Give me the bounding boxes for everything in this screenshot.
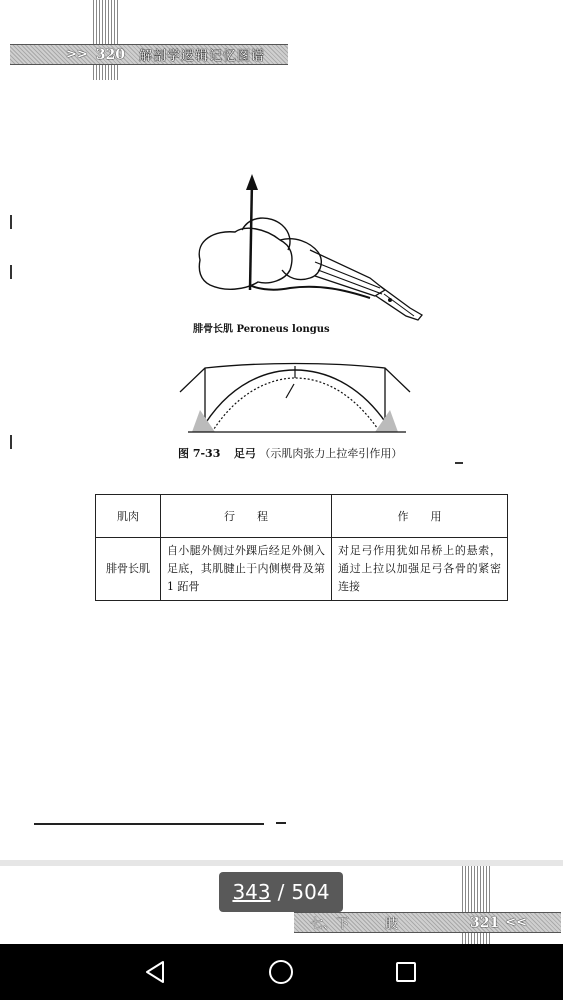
calcaneus-outline: [199, 228, 292, 289]
page-edge-pattern: [93, 0, 119, 80]
table-header: 行 程: [161, 495, 332, 538]
center-pointer: [286, 384, 294, 398]
footnote-rule: [276, 822, 286, 824]
caption-note: （示肌肉张力上拉牵引作用）: [259, 447, 403, 460]
muscle-table: [95, 494, 508, 601]
tension-arrow: [250, 180, 252, 290]
circle-home-icon: [267, 958, 295, 986]
page-footer: [294, 912, 561, 933]
muscle-label: 腓骨长肌 Peroneus longus: [193, 324, 330, 335]
page-header: [10, 44, 288, 65]
home-button[interactable]: [241, 944, 321, 1000]
peroneus-tendon: [250, 285, 370, 298]
header-arrows: >>: [66, 47, 88, 62]
square-recent-icon: [393, 959, 419, 985]
table-cell-muscle: 腓骨长肌: [96, 538, 161, 601]
header-page-number: 320: [95, 46, 126, 63]
arrow-head-icon: [246, 174, 258, 190]
table-header-row: [96, 495, 508, 538]
figure-caption: [178, 445, 402, 461]
current-page[interactable]: 343: [232, 880, 271, 904]
foot-arch-figure: [170, 170, 430, 440]
footer-arrows: <<: [505, 915, 528, 930]
caption-name: 足弓: [233, 447, 256, 460]
scan-artifact: [455, 462, 463, 464]
table-row: [96, 538, 508, 601]
page-indicator[interactable]: [219, 872, 343, 912]
scan-artifact: [10, 265, 12, 279]
caption-number: 图 7-33: [178, 447, 221, 460]
total-pages: 504: [291, 880, 330, 904]
triangle-back-icon: [143, 959, 169, 985]
system-nav-bar: [0, 944, 563, 1000]
table-header: 肌肉: [96, 495, 161, 538]
table-cell-function: 对足弓作用犹如吊桥上的悬索，通过上拉以加强足弓各骨的紧密连接: [332, 538, 508, 601]
arch-inner: [212, 378, 380, 432]
recent-apps-button[interactable]: [366, 944, 446, 1000]
scan-artifact: [10, 435, 12, 449]
table-cell-course: 自小腿外侧过外踝后经足外侧入足底，其肌腱止于内侧楔骨及第 1 跖骨: [161, 538, 332, 601]
footer-page-number: 321: [470, 914, 500, 931]
back-button[interactable]: [116, 944, 196, 1000]
page-separator: /: [277, 880, 285, 904]
limb-label: 肢: [385, 917, 401, 932]
footnote-rule: [34, 823, 264, 825]
metatarsal-outline: [315, 262, 380, 288]
scan-artifact: [10, 215, 12, 229]
talus-outline: [242, 218, 290, 250]
ground-fill-left: [192, 410, 215, 432]
chapter-label: 七、下: [310, 917, 350, 932]
table-header: 作 用: [332, 495, 508, 538]
arch-outer: [200, 370, 392, 432]
metatarsal-outline: [318, 270, 382, 294]
book-title: 解剖学逻辑记忆图谱: [139, 49, 266, 64]
